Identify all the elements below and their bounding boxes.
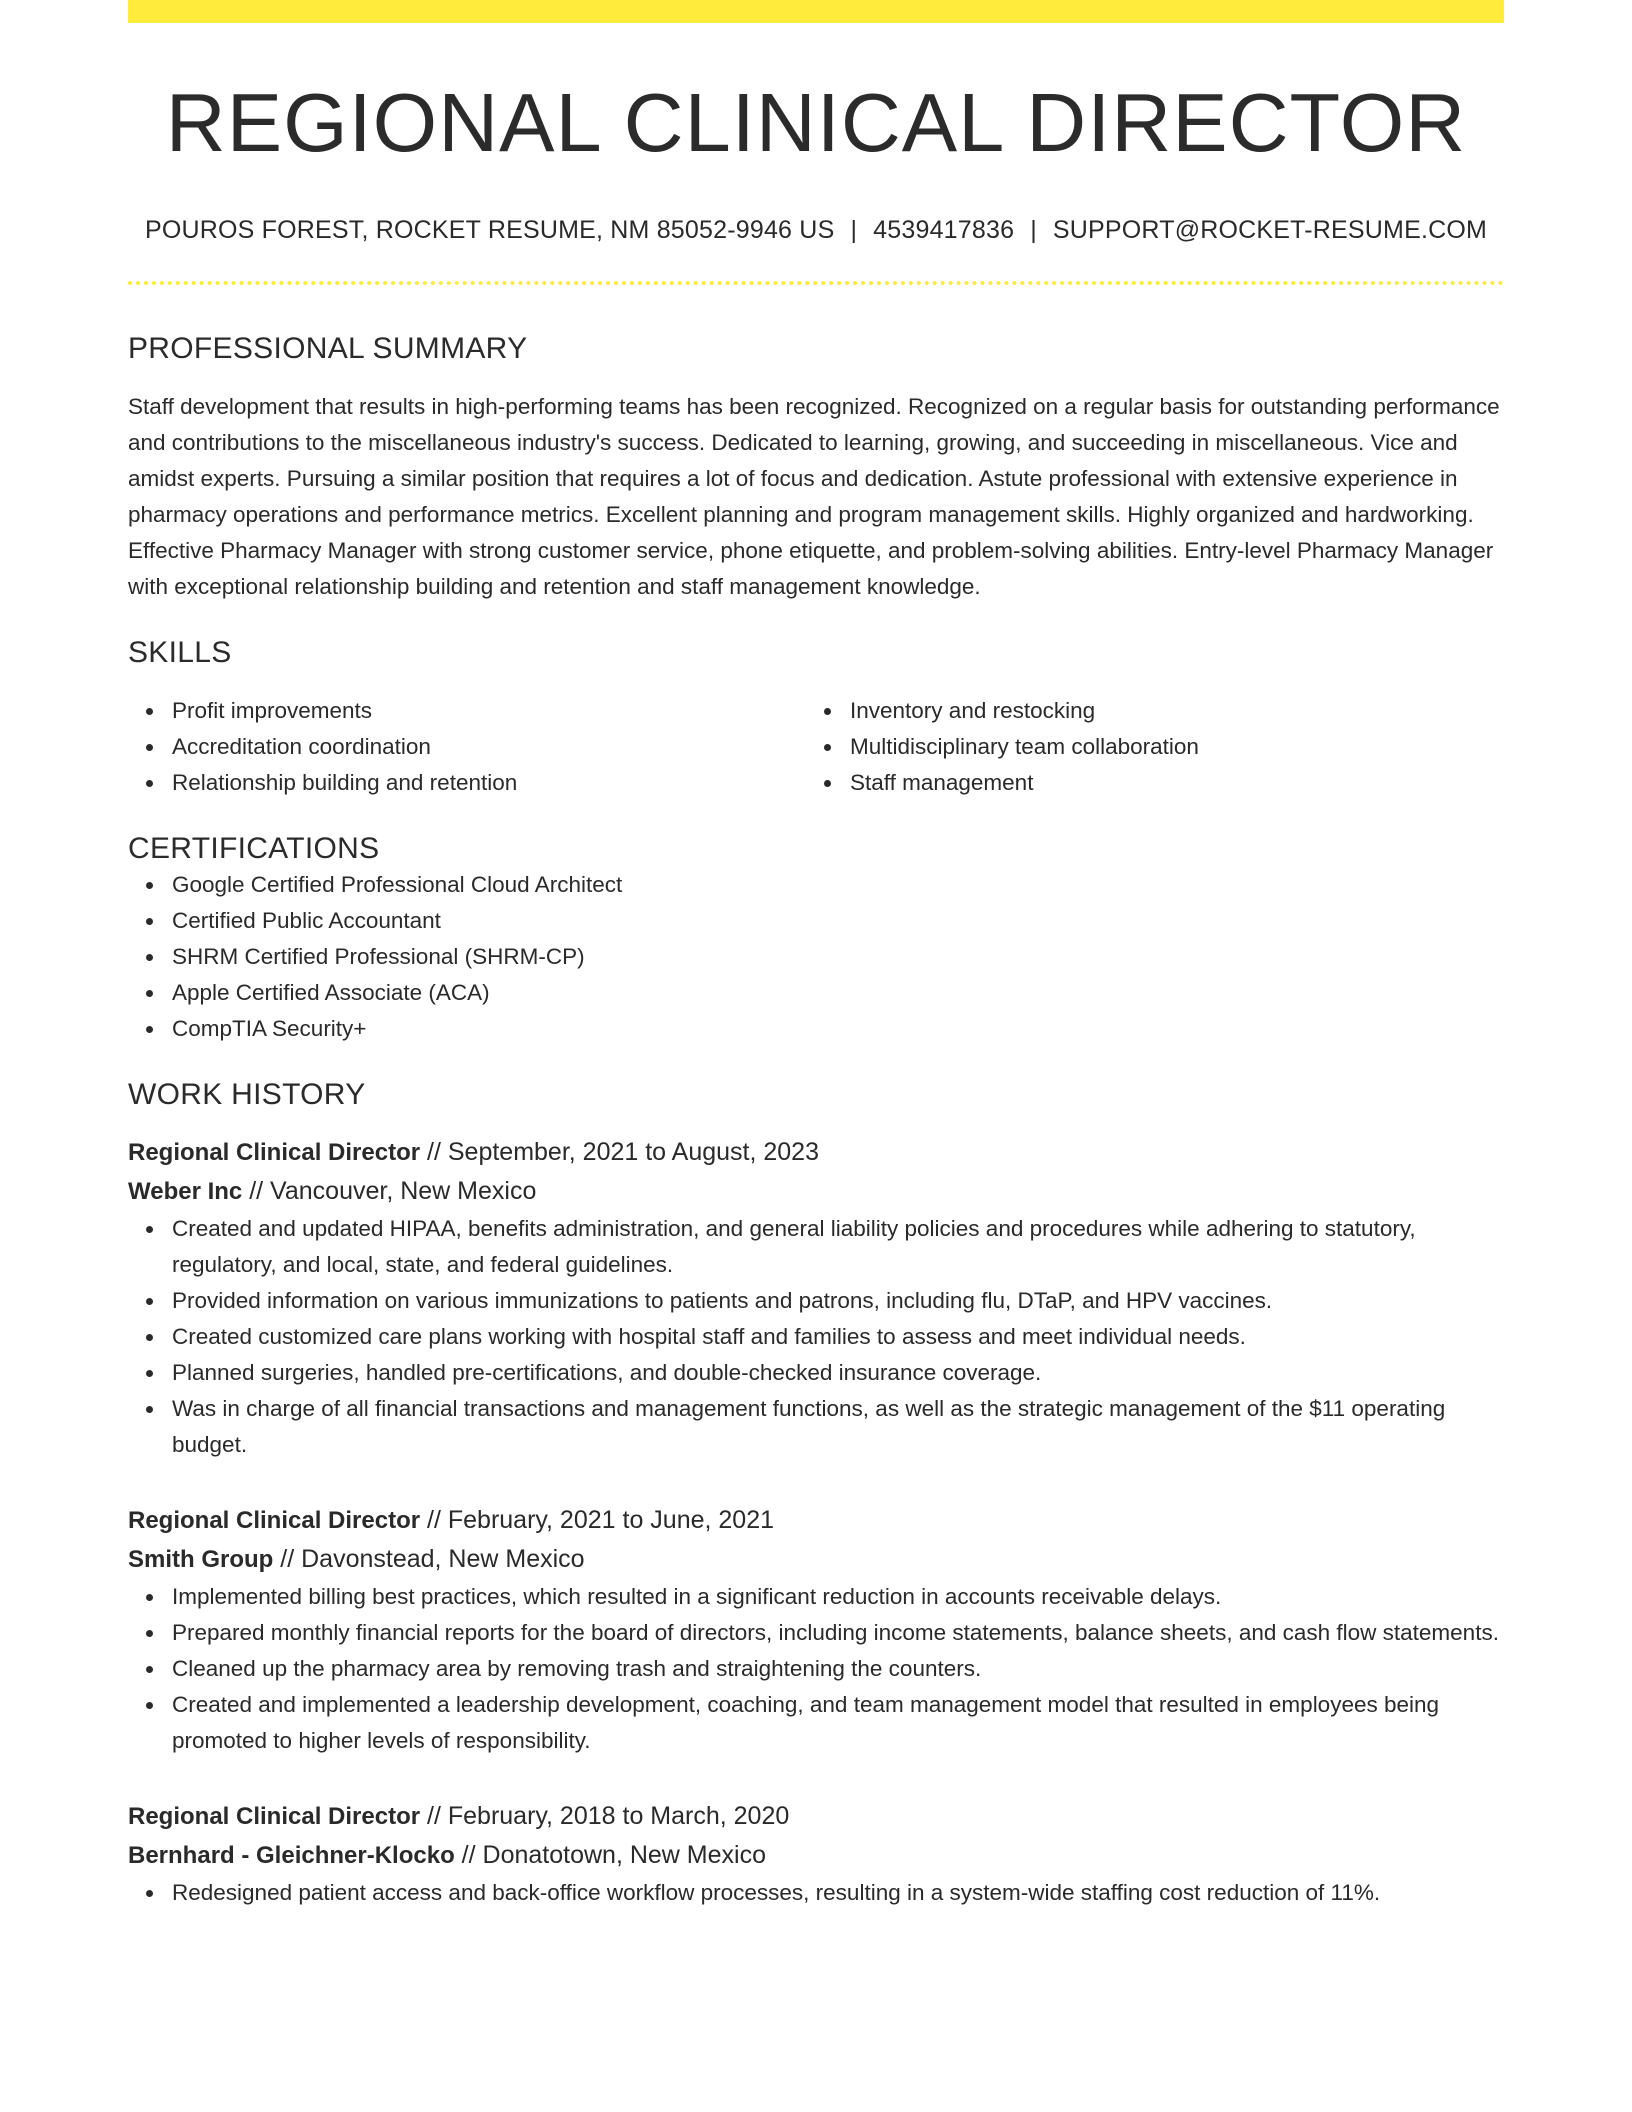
- bullet-icon: [146, 1298, 153, 1305]
- summary-heading: PROFESSIONAL SUMMARY: [128, 332, 528, 365]
- resume-title: REGIONAL CLINICAL DIRECTOR: [165, 76, 1467, 169]
- job-dates: // September, 2021 to August, 2023: [420, 1138, 819, 1166]
- certification-item: Apple Certified Associate (ACA): [172, 975, 1504, 1011]
- certifications-heading: CERTIFICATIONS: [128, 832, 380, 865]
- bullet-icon: [146, 1702, 153, 1709]
- job-bullet: Was in charge of all financial transactions and management functions, as well as the strategic management of the $11 operating budget.: [172, 1391, 1504, 1463]
- certification-item: Certified Public Accountant: [172, 903, 1504, 939]
- bullet-icon: [146, 1594, 153, 1601]
- job-bullet: Prepared monthly financial reports for the board of directors, including income statements, balance sheets, and cash flow statements.: [172, 1615, 1504, 1651]
- job-entry: [128, 1797, 1504, 1911]
- bullet-icon: [146, 990, 153, 997]
- skill-item: Accreditation coordination: [172, 729, 806, 765]
- contact-line: [128, 216, 1504, 245]
- job-title-line: [128, 1133, 1504, 1172]
- contact-separator: |: [850, 216, 858, 244]
- resume-page: [128, 0, 1504, 2112]
- bullet-icon: [146, 1026, 153, 1033]
- certification-item: SHRM Certified Professional (SHRM-CP): [172, 939, 1504, 975]
- bullet-icon: [824, 708, 831, 715]
- job-title-line: [128, 1501, 1504, 1540]
- job-title: Regional Clinical Director: [128, 1139, 421, 1166]
- job-title: Regional Clinical Director: [128, 1507, 421, 1534]
- contact-phone: 4539417836: [873, 216, 1015, 244]
- bullet-icon: [146, 918, 153, 925]
- job-company: Weber Inc: [128, 1178, 243, 1205]
- job-title-line: [128, 1797, 1504, 1836]
- skills-heading: SKILLS: [128, 636, 232, 669]
- job-bullets: [128, 1875, 1504, 1911]
- bullet-icon: [146, 882, 153, 889]
- job-dates: // February, 2018 to March, 2020: [420, 1802, 790, 1830]
- bullet-icon: [146, 1630, 153, 1637]
- job-bullet: Created and updated HIPAA, benefits administration, and general liability policies and procedures while adhering to statutory, regulatory, and local, state, and federal guidelines.: [172, 1211, 1504, 1283]
- bullet-icon: [824, 780, 831, 787]
- job-company: Bernhard - Gleichner-Klocko: [128, 1842, 455, 1869]
- certification-item: Google Certified Professional Cloud Architect: [172, 867, 1504, 903]
- dotted-divider: [128, 281, 1504, 285]
- job-bullets: [128, 1579, 1504, 1759]
- contact-address: POUROS FOREST, ROCKET RESUME, NM 85052-9946 US: [144, 216, 835, 244]
- certification-item: CompTIA Security+: [172, 1011, 1504, 1047]
- job-company: Smith Group: [128, 1546, 274, 1573]
- summary-text: Staff development that results in high-performing teams has been recognized. Recognized on a regular basis for outstanding performance and contributions to the miscellaneous industry's success. Dedicated to learning, growing, and succeeding in miscellaneous. Vice and amidst experts. Pursuing a similar position that requires a lot of focus and dedication. Astute professional with extensive experience in pharmacy operations and performance metrics. Excellent planning and program management skills. Highly organized and hardworking. Effective Pharmacy Manager with strong customer service, phone etiquette, and problem-solving abilities. Entry-level Pharmacy Manager with exceptional relationship building and retention and staff management knowledge.: [128, 394, 1500, 599]
- job-location: // Donatotown, New Mexico: [454, 1841, 766, 1869]
- job-bullet: Created customized care plans working with hospital staff and families to assess and meet individual needs.: [172, 1319, 1504, 1355]
- accent-bar: [128, 0, 1504, 23]
- bullet-icon: [146, 1226, 153, 1233]
- skill-item: Inventory and restocking: [850, 693, 1484, 729]
- skill-item: Relationship building and retention: [172, 765, 806, 801]
- certifications-list: [128, 867, 1504, 1047]
- job-bullets: [128, 1211, 1504, 1463]
- job-dates: // February, 2021 to June, 2021: [420, 1506, 775, 1534]
- job-title: Regional Clinical Director: [128, 1803, 421, 1830]
- contact-separator: |: [1030, 216, 1037, 244]
- job-bullet: Planned surgeries, handled pre-certifications, and double-checked insurance coverage.: [172, 1355, 1504, 1391]
- job-location: // Vancouver, New Mexico: [242, 1177, 537, 1205]
- skills-column-right: [806, 693, 1484, 801]
- skill-item: Multidisciplinary team collaboration: [850, 729, 1484, 765]
- bullet-icon: [146, 708, 153, 715]
- job-bullet: Implemented billing best practices, which resulted in a significant reduction in accounts receivable delays.: [172, 1579, 1504, 1615]
- skill-item: Staff management: [850, 765, 1484, 801]
- job-bullet: Created and implemented a leadership development, coaching, and team management model that resulted in employees being promoted to higher levels of responsibility.: [172, 1687, 1504, 1759]
- skill-item: Profit improvements: [172, 693, 806, 729]
- job-bullet: Cleaned up the pharmacy area by removing trash and straightening the counters.: [172, 1651, 1504, 1687]
- job-bullet: Provided information on various immunizations to patients and patrons, including flu, DTaP, and HPV vaccines.: [172, 1283, 1504, 1319]
- bullet-icon: [146, 954, 153, 961]
- bullet-icon: [146, 744, 153, 751]
- bullet-icon: [824, 744, 831, 751]
- skills-column-left: [128, 693, 806, 801]
- job-entry: [128, 1133, 1504, 1463]
- job-bullet: Redesigned patient access and back-office workflow processes, resulting in a system-wide staffing cost reduction of 11%.: [172, 1875, 1504, 1911]
- bullet-icon: [146, 1406, 153, 1413]
- bullet-icon: [146, 1890, 153, 1897]
- job-company-line: [128, 1836, 1504, 1875]
- skills-list: [128, 693, 1504, 801]
- work-history-heading: WORK HISTORY: [128, 1078, 366, 1111]
- job-company-line: [128, 1172, 1504, 1211]
- bullet-icon: [146, 780, 153, 787]
- contact-email: SUPPORT@ROCKET-RESUME.COM: [1052, 216, 1488, 244]
- bullet-icon: [146, 1370, 153, 1377]
- job-location: // Davonstead, New Mexico: [273, 1545, 585, 1573]
- bullet-icon: [146, 1334, 153, 1341]
- job-entry: [128, 1501, 1504, 1759]
- job-company-line: [128, 1540, 1504, 1579]
- bullet-icon: [146, 1666, 153, 1673]
